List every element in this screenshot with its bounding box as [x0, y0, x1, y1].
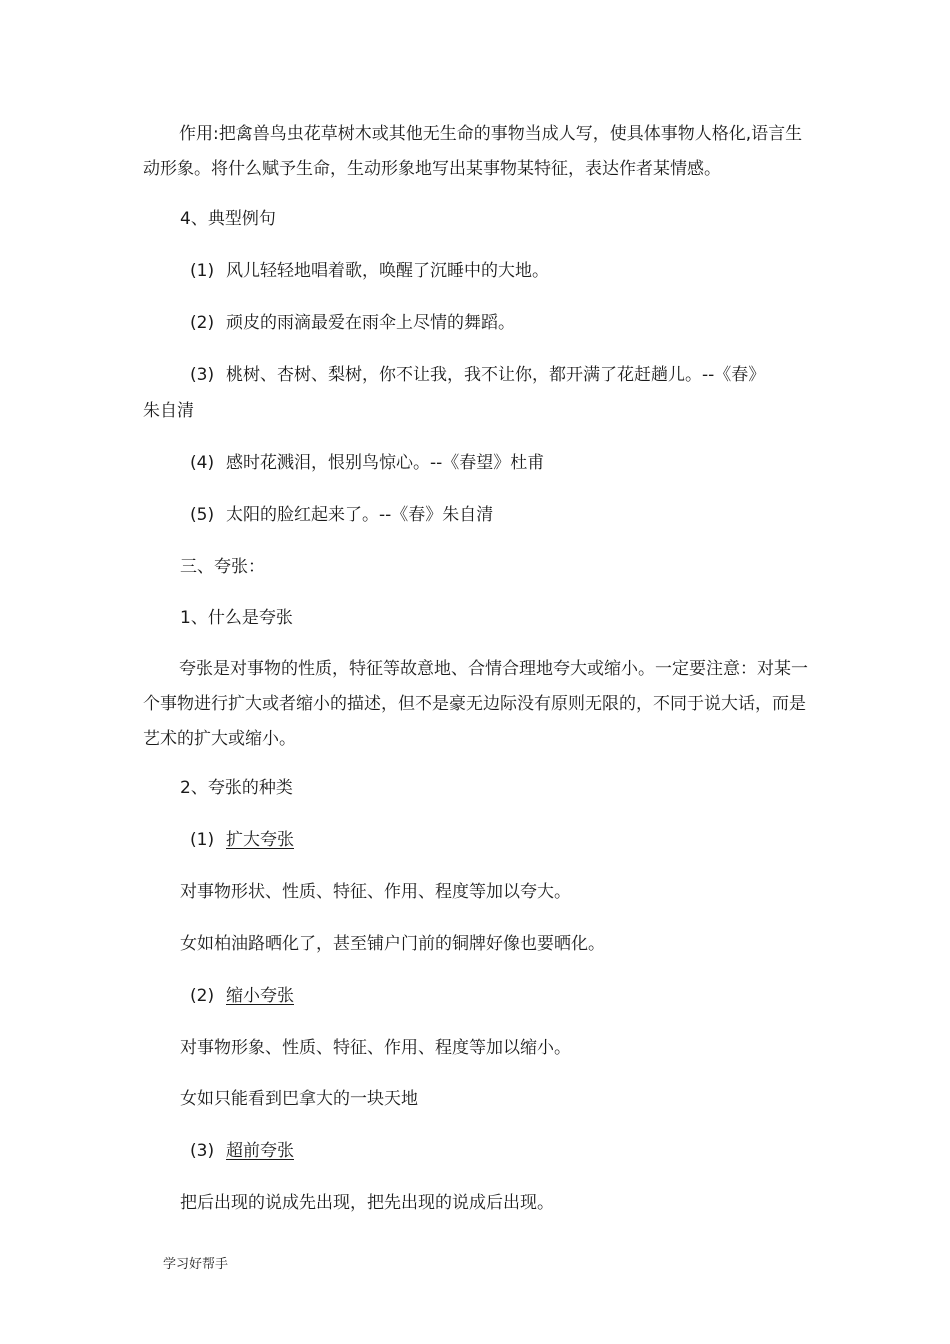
example-3-text: 桃树、杏树、梨树，你不让我，我不让你，都开满了花赶趟儿。--《春》	[226, 365, 766, 385]
paragraph-personification-effect: 作用:把禽兽鸟虫花草树木或其他无生命的事物当成人写，使具体事物人格化,语言生动形象。将什么赋予生命，生动形象地写出某事物某特征，表达作者某情感。	[143, 124, 803, 179]
example-5-text: 太阳的脸红起来了。--《春》朱自清	[226, 505, 494, 525]
example-3-continuation: 朱自清	[143, 401, 194, 421]
type-2-number: (2)	[190, 986, 215, 1006]
type-1-number: (1)	[190, 830, 215, 850]
example-4	[190, 452, 544, 474]
type-1-heading	[190, 829, 294, 851]
page-footer: 学习好帮手	[163, 1257, 229, 1272]
type-3-description: 把后出现的说成先出现，把先出现的说成后出现。	[180, 1193, 554, 1213]
type-1-description: 对事物形状、性质、特征、作用、程度等加以夸大。	[180, 882, 571, 902]
type-3-number: (3)	[190, 1141, 215, 1161]
heading-section-hyperbole: 三、夸张：	[180, 557, 265, 577]
type-3-heading	[190, 1140, 294, 1162]
type-2-label: 缩小夸张	[226, 986, 294, 1006]
example-1-number: (1)	[190, 261, 215, 281]
heading-typical-examples: 4、典型例句	[180, 209, 276, 229]
type-1-example: 女如柏油路晒化了，甚至铺户门前的铜牌好像也要晒化。	[180, 934, 605, 954]
example-4-number: (4)	[190, 453, 215, 473]
example-1	[190, 260, 549, 282]
example-1-text: 风儿轻轻地唱着歌，唤醒了沉睡中的大地。	[226, 261, 549, 281]
type-2-description: 对事物形象、性质、特征、作用、程度等加以缩小。	[180, 1038, 571, 1058]
type-2-example: 女如只能看到巴拿大的一块天地	[180, 1089, 418, 1109]
example-5	[190, 504, 493, 526]
heading-what-is-hyperbole: 1、什么是夸张	[180, 608, 293, 628]
type-3-label: 超前夸张	[226, 1141, 294, 1161]
type-2-heading	[190, 985, 294, 1007]
example-4-text: 感时花溅泪，恨别鸟惊心。--《春望》杜甫	[226, 453, 545, 473]
example-2-text: 顽皮的雨滴最爱在雨伞上尽情的舞蹈。	[226, 313, 515, 333]
example-2-number: (2)	[190, 313, 215, 333]
example-3	[190, 364, 765, 386]
example-2	[190, 312, 515, 334]
heading-hyperbole-types: 2、夸张的种类	[180, 778, 293, 798]
example-5-number: (5)	[190, 505, 215, 525]
type-1-label: 扩大夸张	[226, 830, 294, 850]
example-3-number: (3)	[190, 365, 215, 385]
paragraph-hyperbole-definition: 夸张是对事物的性质，特征等故意地、合情合理地夸大或缩小。一定要注意：对某一个事物进行扩大或者缩小的描述，但不是豪无边际没有原则无限的，不同于说大话，而是艺术的扩大或缩小。	[143, 659, 808, 749]
